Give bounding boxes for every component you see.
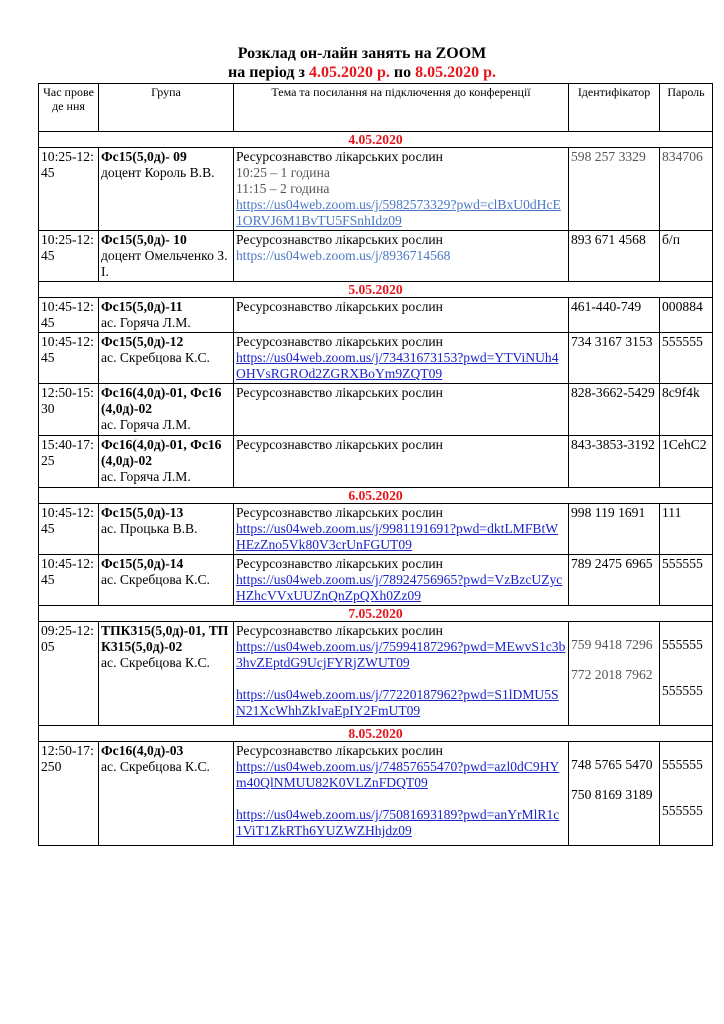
date-row: [39, 726, 713, 742]
password-value-2: 555555: [662, 683, 703, 698]
id-cell: 461-440-749: [569, 298, 660, 333]
date-cell: 8.05.2020: [39, 726, 713, 742]
password-cell: 555555: [660, 333, 713, 384]
zoom-link[interactable]: https://us04web.zoom.us/j/5982573329?pwd=clBxU0dHcE1ORVJ6M1BvTU5FSnhIdz09: [236, 197, 561, 228]
group-cell: [99, 504, 234, 555]
time-cell: 12:50-17:250: [39, 742, 99, 846]
time-cell: 10:45-12:45: [39, 333, 99, 384]
group-cell: [99, 148, 234, 231]
spacer: [236, 791, 566, 807]
date-cell: 4.05.2020: [39, 132, 713, 148]
password-cell: [660, 622, 713, 726]
date-cell: 7.05.2020: [39, 606, 713, 622]
tutor-name: ас. Скребцова К.С.: [101, 572, 210, 587]
tutor-name: ас. Процька В.В.: [101, 521, 198, 536]
title-mid: по: [389, 64, 416, 81]
table-row: [39, 384, 713, 436]
id-cell: 789 2475 6965: [569, 555, 660, 606]
table-row: [39, 742, 713, 846]
tutor-name: доцент Король В.В.: [101, 165, 215, 180]
group-code: Фс15(5,0д)- 10: [101, 232, 187, 247]
table-row: [39, 504, 713, 555]
spacer: [571, 623, 657, 637]
table-row: [39, 555, 713, 606]
password-cell: 111: [660, 504, 713, 555]
header-id: Ідентифікатор: [569, 84, 660, 132]
topic-cell: [234, 504, 569, 555]
spacer: [662, 653, 710, 683]
time-cell: 10:45-12:45: [39, 555, 99, 606]
password-cell: б/п: [660, 231, 713, 282]
zoom-link-2[interactable]: https://us04web.zoom.us/j/75081693189?pwd=anYrMlR1c1ViT1ZkRTh6YUZWZHhjdz09: [236, 807, 560, 838]
date-cell: 5.05.2020: [39, 282, 713, 298]
group-cell: [99, 298, 234, 333]
group-cell: [99, 622, 234, 726]
topic-text: Ресурсознавство лікарських рослин: [236, 149, 443, 164]
tutor-name: ас. Горяча Л.М.: [101, 469, 191, 484]
time-cell: 10:25-12:45: [39, 148, 99, 231]
title-line-1: Розклад он-лайн занять на ZOOM: [237, 45, 487, 62]
topic-text: Ресурсознавство лікарських рослин: [236, 556, 443, 571]
time-cell: 10:45-12:45: [39, 298, 99, 333]
password-value: 555555: [662, 637, 703, 652]
group-cell: [99, 333, 234, 384]
date-row: [39, 282, 713, 298]
group-code: Фс15(5,0д)- 09: [101, 149, 187, 164]
table-row: [39, 333, 713, 384]
password-cell: 1CehC2: [660, 436, 713, 488]
spacer: [571, 743, 657, 757]
password-cell: [660, 742, 713, 846]
password-cell: 000884: [660, 298, 713, 333]
group-cell: [99, 555, 234, 606]
topic-cell: [234, 384, 569, 436]
password-cell: 8c9f4k: [660, 384, 713, 436]
password-cell: 555555: [660, 555, 713, 606]
zoom-link-2[interactable]: https://us04web.zoom.us/j/77220187962?pwd=S1lDMU5SN21XcWhhZkIvaEpIY2FmUT09: [236, 687, 559, 718]
date-cell: 6.05.2020: [39, 488, 713, 504]
tutor-name: ас. Скребцова К.С.: [101, 759, 210, 774]
group-code: Фс16(4,0д)-01, Фс16(4,0д)-02: [101, 385, 222, 416]
topic-cell: [234, 742, 569, 846]
date-row: [39, 488, 713, 504]
group-cell: [99, 742, 234, 846]
header-password: Пароль: [660, 84, 713, 132]
topic-cell: [234, 555, 569, 606]
topic-text: Ресурсознавство лікарських рослин: [236, 299, 443, 314]
id-value: 759 9418 7296: [571, 637, 653, 652]
spacer: [662, 773, 710, 803]
title-prefix: на період з: [228, 64, 309, 81]
id-cell: 734 3167 3153: [569, 333, 660, 384]
title-line-2: [0, 63, 724, 82]
id-cell: 828-3662-5429: [569, 384, 660, 436]
table-row: [39, 298, 713, 333]
password-value-2: 555555: [662, 803, 703, 818]
spacer: [236, 671, 566, 687]
time-cell: 09:25-12:05: [39, 622, 99, 726]
topic-cell: [234, 436, 569, 488]
header-time: Час проведе ння: [39, 84, 99, 132]
group-cell: [99, 231, 234, 282]
time-cell: 15:40-17:25: [39, 436, 99, 488]
header-group: Група: [99, 84, 234, 132]
tutor-name: ас. Скребцова К.С.: [101, 655, 210, 670]
password-value: 555555: [662, 757, 703, 772]
schedule-table: [38, 83, 713, 846]
date-row: [39, 132, 713, 148]
group-cell: [99, 384, 234, 436]
table-row: [39, 622, 713, 726]
topic-cell: [234, 333, 569, 384]
password-cell: 834706: [660, 148, 713, 231]
id-cell: 843-3853-3192: [569, 436, 660, 488]
topic-text: Ресурсознавство лікарських рослин: [236, 505, 443, 520]
group-code: ТПК315(5,0д)-01, ТПК315(5,0д)-02: [101, 623, 229, 654]
group-code: Фс16(4,0д)-03: [101, 743, 184, 758]
date-to: 8.05.2020 р.: [415, 64, 496, 81]
group-code: Фс15(5,0д)-11: [101, 299, 183, 314]
id-value-2: 772 2018 7962: [571, 667, 653, 682]
id-cell: 998 119 1691: [569, 504, 660, 555]
id-value: 748 5765 5470: [571, 757, 653, 772]
time-cell: 12:50-15:30: [39, 384, 99, 436]
id-cell: 598 257 3329: [569, 148, 660, 231]
zoom-link[interactable]: https://us04web.zoom.us/j/75994187296?pwd=MEwvS1c3b3hvZEptdG9UcjFYRjZWUT09: [236, 639, 566, 670]
topic-cell: [234, 148, 569, 231]
topic-cell: [234, 298, 569, 333]
group-code: Фс16(4,0д)-01, Фс16(4,0д)-02: [101, 437, 222, 468]
tutor-name: ас. Горяча Л.М.: [101, 315, 191, 330]
time-cell: 10:25-12:45: [39, 231, 99, 282]
topic-text: Ресурсознавство лікарських рослин: [236, 334, 443, 349]
topic-cell: [234, 231, 569, 282]
topic-text: Ресурсознавство лікарських рослин: [236, 743, 443, 758]
table-row: [39, 436, 713, 488]
table-row: [39, 148, 713, 231]
lesson-note: 11:15 – 2 година: [236, 181, 330, 196]
group-cell: [99, 436, 234, 488]
group-code: Фс15(5,0д)-13: [101, 505, 184, 520]
topic-cell: [234, 622, 569, 726]
zoom-link[interactable]: https://us04web.zoom.us/j/74857655470?pwd=azl0dC9HYm40QlNMUU82K0VLZnFDQT09: [236, 759, 560, 790]
time-cell: 10:45-12:45: [39, 504, 99, 555]
lesson-note: 10:25 – 1 година: [236, 165, 330, 180]
id-cell: 893 671 4568: [569, 231, 660, 282]
spacer: [571, 653, 657, 667]
header-row: [39, 84, 713, 132]
zoom-link[interactable]: https://us04web.zoom.us/j/9981191691?pwd=dktLMFBtWHEzZno5Vk80V3crUnFGUT09: [236, 521, 559, 552]
id-cell: [569, 622, 660, 726]
tutor-name: ас. Горяча Л.М.: [101, 417, 191, 432]
tutor-name: ас. Скребцова К.С.: [101, 350, 210, 365]
page-title: [0, 44, 724, 82]
tutor-name: доцент Омельченко З.І.: [101, 248, 228, 279]
date-from: 4.05.2020 р.: [308, 64, 390, 81]
zoom-link[interactable]: https://us04web.zoom.us/j/8936714568: [236, 248, 451, 263]
spacer: [571, 773, 657, 787]
spacer: [662, 623, 710, 637]
topic-text: Ресурсознавство лікарських рослин: [236, 385, 443, 400]
table-row: [39, 231, 713, 282]
header-topic: Тема та посилання на підключення до конференції: [234, 84, 569, 132]
id-value-2: 750 8169 3189: [571, 787, 653, 802]
spacer: [662, 743, 710, 757]
zoom-link[interactable]: https://us04web.zoom.us/j/78924756965?pwd=VzBzcUZycHZhcVVxUUZnQnZpQXh0Zz09: [236, 572, 563, 603]
topic-text: Ресурсознавство лікарських рослин: [236, 232, 443, 247]
topic-text: Ресурсознавство лікарських рослин: [236, 437, 443, 452]
group-code: Фс15(5,0д)-12: [101, 334, 184, 349]
topic-text: Ресурсознавство лікарських рослин: [236, 623, 443, 638]
group-code: Фс15(5,0д)-14: [101, 556, 184, 571]
date-row: [39, 606, 713, 622]
id-cell: [569, 742, 660, 846]
zoom-link[interactable]: https://us04web.zoom.us/j/73431673153?pwd=YTViNUh4OHVsRGROd2ZGRXBoYm9ZQT09: [236, 350, 559, 381]
